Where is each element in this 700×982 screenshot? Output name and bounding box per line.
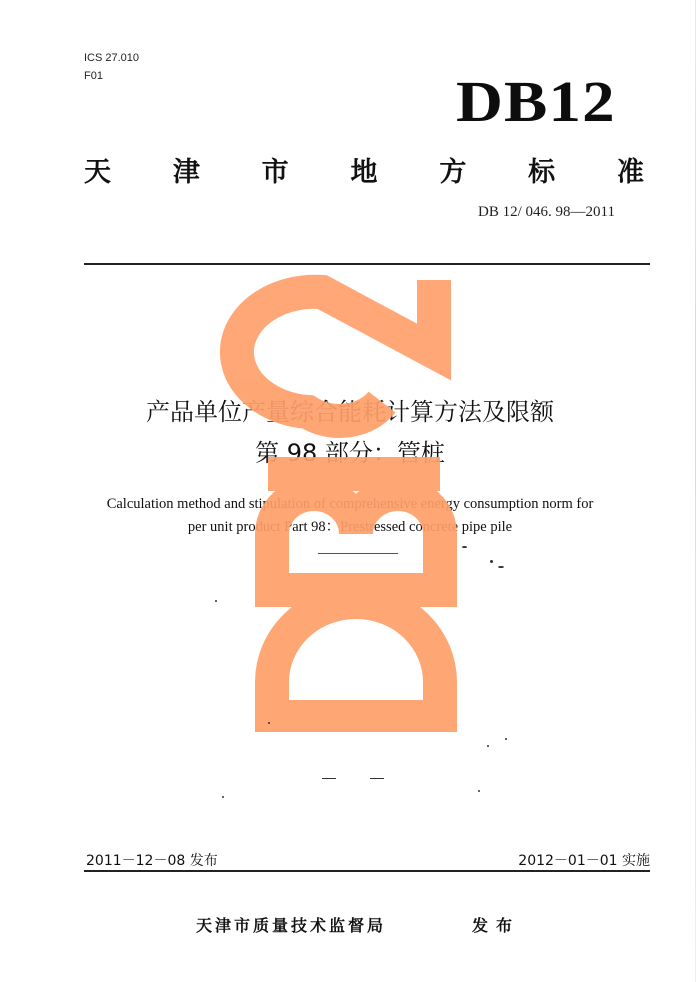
title-chinese-line-2: 第 98 部分：管桩: [255, 439, 445, 467]
page-edge: [695, 0, 696, 982]
standard-type-char: 准: [616, 157, 644, 188]
watermark-letter-d: [272, 602, 440, 717]
standard-type-char: 津: [172, 157, 200, 188]
db12-logo: DB12: [456, 69, 616, 134]
title-english: [0, 493, 700, 539]
title-english-line-1: Calculation method and stipulation of comprehensive energy consumption norm for: [106, 496, 594, 512]
standard-type-char: 天: [84, 157, 111, 188]
issue-label: 发布: [472, 916, 521, 935]
ics-code: ICS 27.010: [84, 52, 140, 64]
implementation-date: 2012－01－01 实施: [518, 853, 650, 869]
issuing-authority: 天津市质量技术监督局: [196, 916, 387, 935]
classification-codes: [84, 49, 139, 85]
issue-date: 2011－12－08 发布: [86, 853, 218, 869]
standard-type: [84, 150, 644, 189]
standard-type-char: 市: [261, 157, 289, 188]
ccs-code: F01: [84, 70, 103, 82]
standard-type-char: 地: [350, 157, 378, 188]
header-divider: [84, 263, 650, 265]
footer-divider: [84, 870, 650, 872]
title-english-line-2: per unit product Part 98：Prestressed concrete pipe pile: [187, 519, 513, 535]
standard-code: DB 12/ 046. 98—2011: [478, 204, 615, 220]
title-chinese: [0, 392, 700, 474]
standard-type-char: 方: [439, 157, 467, 188]
title-chinese-line-1: 产品单位产量综合能耗计算方法及限额: [146, 398, 554, 426]
standard-type-char: 标: [528, 157, 556, 188]
